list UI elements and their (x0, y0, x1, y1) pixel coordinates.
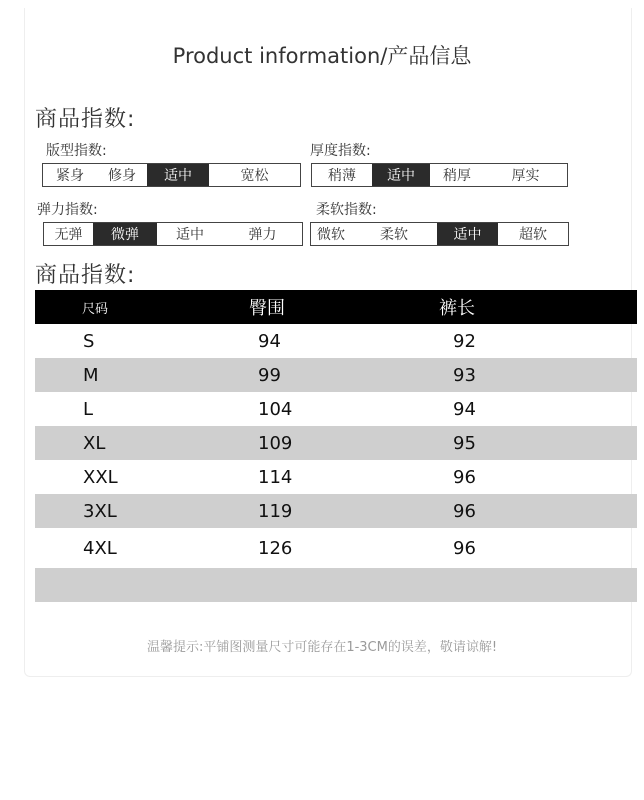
cell-hip: 109 (258, 432, 293, 454)
elasticity-option-slight: 微弹 (93, 223, 157, 245)
thickness-option-medium: 适中 (372, 164, 430, 186)
cell-length: 95 (453, 432, 476, 454)
table-row (35, 528, 637, 568)
softness-option-medium: 适中 (437, 223, 498, 245)
softness-option-super-soft: 超软 (519, 227, 547, 243)
table-row (35, 324, 637, 358)
cell-length: 92 (453, 330, 476, 352)
section-heading-sizes: 商品指数: (35, 263, 136, 288)
table-row-empty (35, 568, 637, 602)
section-heading-indices: 商品指数: (35, 107, 136, 132)
elasticity-option-medium: 适中 (176, 227, 204, 243)
cell-size: 4XL (83, 537, 117, 559)
elasticity-option-none: 无弹 (54, 227, 83, 243)
cell-size: S (83, 330, 95, 352)
thickness-index-label: 厚度指数: (310, 143, 371, 159)
elasticity-index-label: 弹力指数: (37, 202, 98, 218)
cell-size: L (83, 398, 94, 420)
fit-index-scale (42, 163, 301, 187)
thickness-option-thin: 稍薄 (328, 168, 356, 184)
cell-size: M (83, 364, 99, 386)
cell-length: 96 (453, 500, 476, 522)
softness-option-soft: 柔软 (380, 227, 408, 243)
thickness-option-slightly-thick: 稍厚 (443, 168, 471, 184)
table-row (35, 494, 637, 528)
cell-hip: 99 (258, 364, 281, 386)
fit-option-tight: 紧身 (56, 168, 84, 184)
header-size: 尺码 (82, 301, 109, 317)
fit-index-label: 版型指数: (46, 143, 107, 159)
table-row (35, 460, 637, 494)
measurement-tip: 温馨提示:平铺图测量尺寸可能存在1-3CM的误差，敬请谅解! (146, 640, 498, 655)
cell-hip: 119 (258, 500, 293, 522)
elasticity-option-stretch: 弹力 (248, 227, 277, 243)
elasticity-index-scale (43, 222, 303, 246)
softness-index-label: 柔软指数: (316, 202, 377, 218)
cell-hip: 94 (258, 330, 281, 352)
thickness-index-scale (311, 163, 568, 187)
cell-hip: 114 (258, 466, 293, 488)
size-table (35, 290, 637, 602)
thickness-option-thick: 厚实 (511, 168, 540, 184)
header-length: 裤长 (439, 298, 475, 319)
fit-option-regular: 适中 (147, 164, 209, 186)
cell-size: 3XL (83, 500, 117, 522)
cell-size: XXL (83, 466, 118, 488)
cell-length: 96 (453, 537, 476, 559)
cell-size: XL (83, 432, 106, 454)
size-table-header (35, 290, 637, 324)
fit-option-loose: 宽松 (240, 168, 269, 184)
table-row (35, 392, 637, 426)
table-row (35, 358, 637, 392)
fit-option-slim: 修身 (108, 168, 136, 184)
cell-length: 94 (453, 398, 476, 420)
page-title: Product information/产品信息 (172, 44, 472, 68)
cell-length: 93 (453, 364, 476, 386)
softness-option-slight: 微软 (317, 227, 345, 243)
table-row (35, 426, 637, 460)
cell-hip: 126 (258, 537, 293, 559)
cell-length: 96 (453, 466, 476, 488)
softness-index-scale (310, 222, 569, 246)
cell-hip: 104 (258, 398, 293, 420)
header-hip: 臀围 (249, 298, 285, 319)
